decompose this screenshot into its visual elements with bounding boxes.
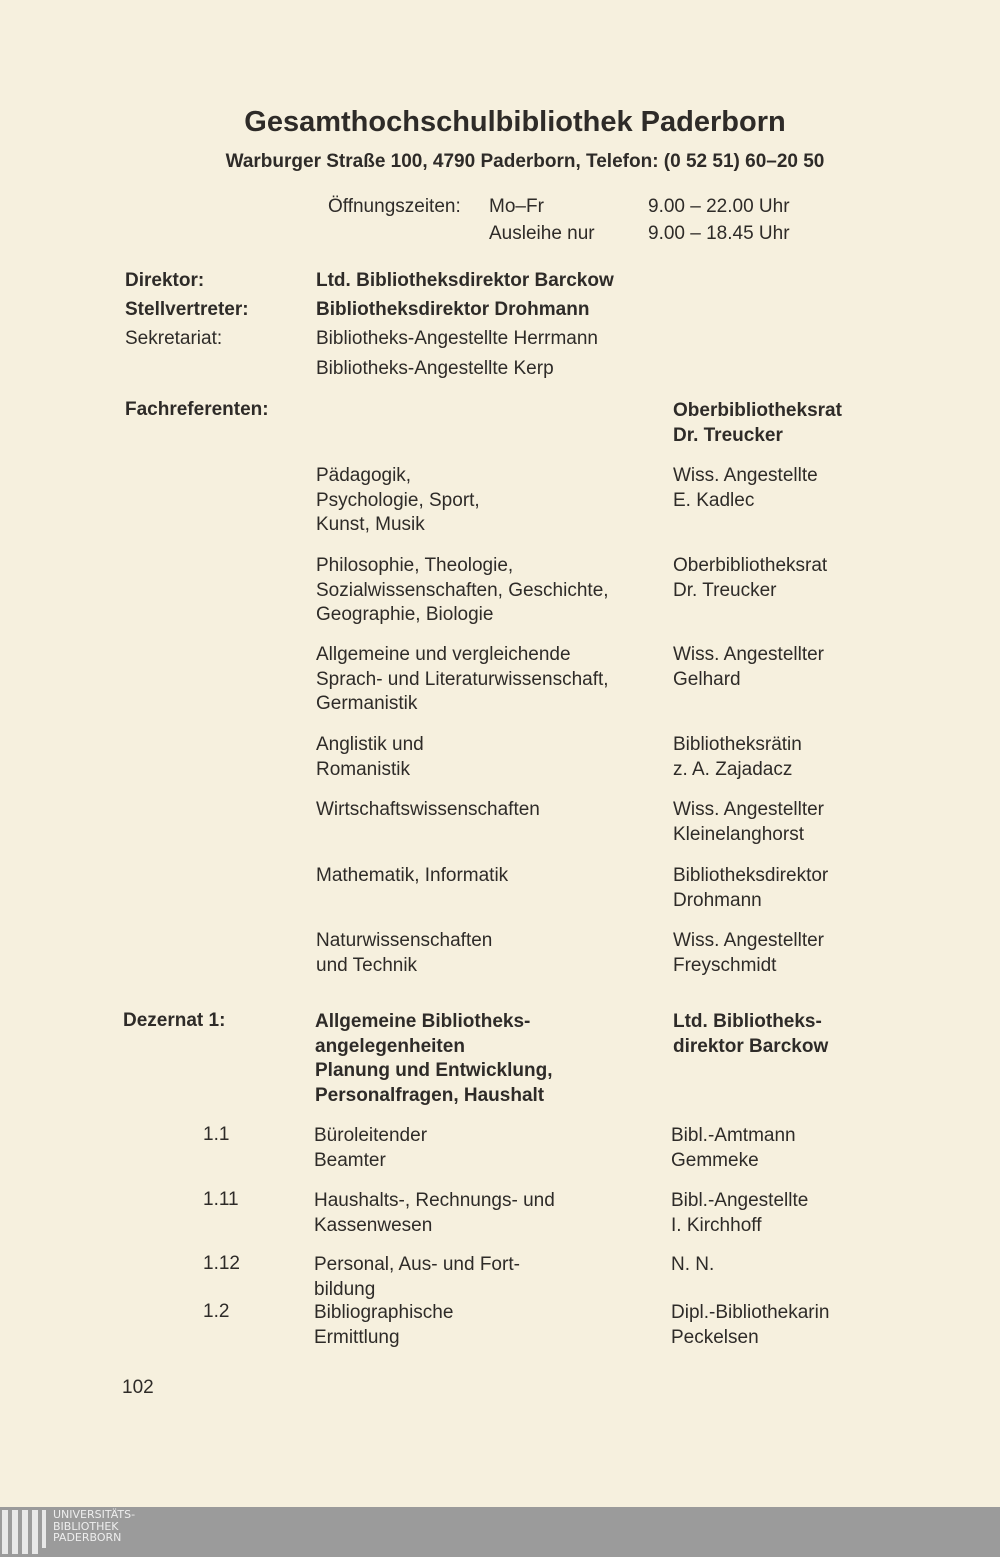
subject xyxy=(314,1189,555,1238)
text-line: PADERBORN xyxy=(53,1531,122,1544)
item-number: 1.1 xyxy=(203,1124,230,1145)
text-line: Peckelsen xyxy=(671,1326,759,1348)
text-line: direktor Barckow xyxy=(673,1035,829,1057)
text-line: Bibl.-Angestellte xyxy=(671,1190,809,1211)
text-line: Büroleitender xyxy=(314,1125,428,1146)
subject xyxy=(316,554,609,628)
subject xyxy=(316,733,424,782)
text-line: Ermittlung xyxy=(314,1326,400,1348)
dezernat-person xyxy=(673,1010,828,1059)
subject xyxy=(316,643,609,717)
text-line: Oberbibliotheksrat xyxy=(673,400,842,421)
stellvertreter-name: Bibliotheksdirektor Drohmann xyxy=(316,299,590,320)
hours-day: Ausleihe nur xyxy=(489,223,595,244)
text-line: Romanistik xyxy=(316,758,410,780)
text-line: Kleinelanghorst xyxy=(673,823,804,845)
text-line: Kassenwesen xyxy=(314,1214,433,1236)
text-line: und Technik xyxy=(316,954,418,976)
person xyxy=(673,733,802,782)
subject xyxy=(316,798,540,823)
sekretariat-name: Bibliotheks-Angestellte Kerp xyxy=(316,358,554,379)
person xyxy=(671,1189,808,1238)
person xyxy=(671,1301,829,1350)
text-line: Gemmeke xyxy=(671,1149,759,1171)
library-logo-text xyxy=(53,1509,135,1544)
text-line: Haushalts-, Rechnungs- und xyxy=(314,1190,555,1211)
text-line: Dipl.-Bibliothekarin xyxy=(671,1302,830,1323)
person xyxy=(673,798,824,847)
dezernat-label: Dezernat 1: xyxy=(123,1010,226,1031)
text-line: Wiss. Angestellter xyxy=(673,799,824,820)
text-line: Bibliotheksdirektor xyxy=(673,865,829,886)
text-line: Geographie, Biologie xyxy=(316,604,494,625)
subject xyxy=(314,1253,520,1302)
text-line: Wirtschaftswissenschaften xyxy=(316,799,540,820)
text-line: UNIVERSITÄTS- xyxy=(53,1508,136,1521)
text-line: Kunst, Musik xyxy=(316,514,425,535)
sekretariat-name: Bibliotheks-Angestellte Herrmann xyxy=(316,328,598,349)
text-line: Bibl.-Amtmann xyxy=(671,1125,796,1146)
direktor-label: Direktor: xyxy=(125,270,205,291)
text-line: Personal, Aus- und Fort- xyxy=(314,1254,520,1275)
direktor-name: Ltd. Bibliotheksdirektor Barckow xyxy=(316,270,614,291)
text-line: N. N. xyxy=(671,1254,715,1275)
hours-time: 9.00 – 18.45 Uhr xyxy=(648,223,790,244)
item-number: 1.11 xyxy=(203,1189,239,1210)
text-line: Psychologie, Sport, xyxy=(316,489,480,511)
address: Warburger Straße 100, 4790 Paderborn, Telefon: (0 52 51) 60–20 50 xyxy=(225,151,825,172)
text-line: Oberbibliotheksrat xyxy=(673,555,828,576)
text-line: Wiss. Angestellter xyxy=(673,644,824,665)
item-number: 1.2 xyxy=(203,1301,230,1322)
text-line: Naturwissenschaften xyxy=(316,930,493,951)
sekretariat-label: Sekretariat: xyxy=(125,328,223,349)
text-line: Pädagogik, xyxy=(316,465,412,486)
page-title: Gesamthochschulbibliothek Paderborn xyxy=(244,106,786,138)
person xyxy=(673,554,827,603)
text-line: Allgemeine und vergleichende xyxy=(316,644,571,665)
text-line: Sozialwissenschaften, Geschichte, xyxy=(316,579,609,601)
person xyxy=(671,1253,714,1278)
text-line: Allgemeine Bibliotheks- xyxy=(315,1011,531,1032)
subject xyxy=(314,1124,427,1173)
text-line: Wiss. Angestellte xyxy=(673,465,818,486)
person xyxy=(673,643,824,692)
text-line: Ltd. Bibliotheks- xyxy=(673,1011,822,1032)
text-line: Gelhard xyxy=(673,668,741,690)
text-line: z. A. Zajadacz xyxy=(673,758,793,780)
text-line: Bibliographische xyxy=(314,1302,454,1323)
hours-label: Öffnungszeiten: xyxy=(328,196,461,217)
text-line: Dr. Treucker xyxy=(673,424,783,446)
text-line: Bibliotheksrätin xyxy=(673,734,802,755)
text-line: Beamter xyxy=(314,1149,386,1171)
person xyxy=(673,464,818,513)
page-number: 102 xyxy=(122,1377,154,1398)
person xyxy=(673,864,828,913)
subject xyxy=(316,929,492,978)
subject xyxy=(316,864,508,889)
hours-day: Mo–Fr xyxy=(489,196,544,217)
person xyxy=(671,1124,796,1173)
footer-bar xyxy=(0,1507,1000,1557)
text-line: Personalfragen, Haushalt xyxy=(315,1084,545,1106)
text-line: Germanistik xyxy=(316,693,418,714)
text-line: Drohmann xyxy=(673,889,762,911)
stellvertreter-label: Stellvertreter: xyxy=(125,299,249,320)
text-line: angelegenheiten xyxy=(315,1035,465,1057)
text-line: Sprach- und Literaturwissenschaft, xyxy=(316,668,609,690)
fachreferenten-head xyxy=(673,399,842,448)
hours-time: 9.00 – 22.00 Uhr xyxy=(648,196,790,217)
text-line: Mathematik, Informatik xyxy=(316,865,509,886)
text-line: Anglistik und xyxy=(316,734,424,755)
text-line: Philosophie, Theologie, xyxy=(316,555,514,576)
subject xyxy=(314,1301,453,1350)
text-line: Planung und Entwicklung, xyxy=(315,1060,553,1081)
text-line: bildung xyxy=(314,1278,376,1300)
text-line: Dr. Treucker xyxy=(673,579,777,601)
item-number: 1.12 xyxy=(203,1253,240,1274)
text-line: Wiss. Angestellter xyxy=(673,930,824,951)
text-line: I. Kirchhoff xyxy=(671,1214,762,1236)
fachreferenten-label: Fachreferenten: xyxy=(125,399,269,420)
dezernat-subject xyxy=(315,1010,553,1108)
person xyxy=(673,929,824,978)
text-line: E. Kadlec xyxy=(673,489,755,511)
text-line: BIBLIOTHEK xyxy=(53,1519,119,1533)
subject xyxy=(316,464,480,538)
text-line: Freyschmidt xyxy=(673,954,777,976)
